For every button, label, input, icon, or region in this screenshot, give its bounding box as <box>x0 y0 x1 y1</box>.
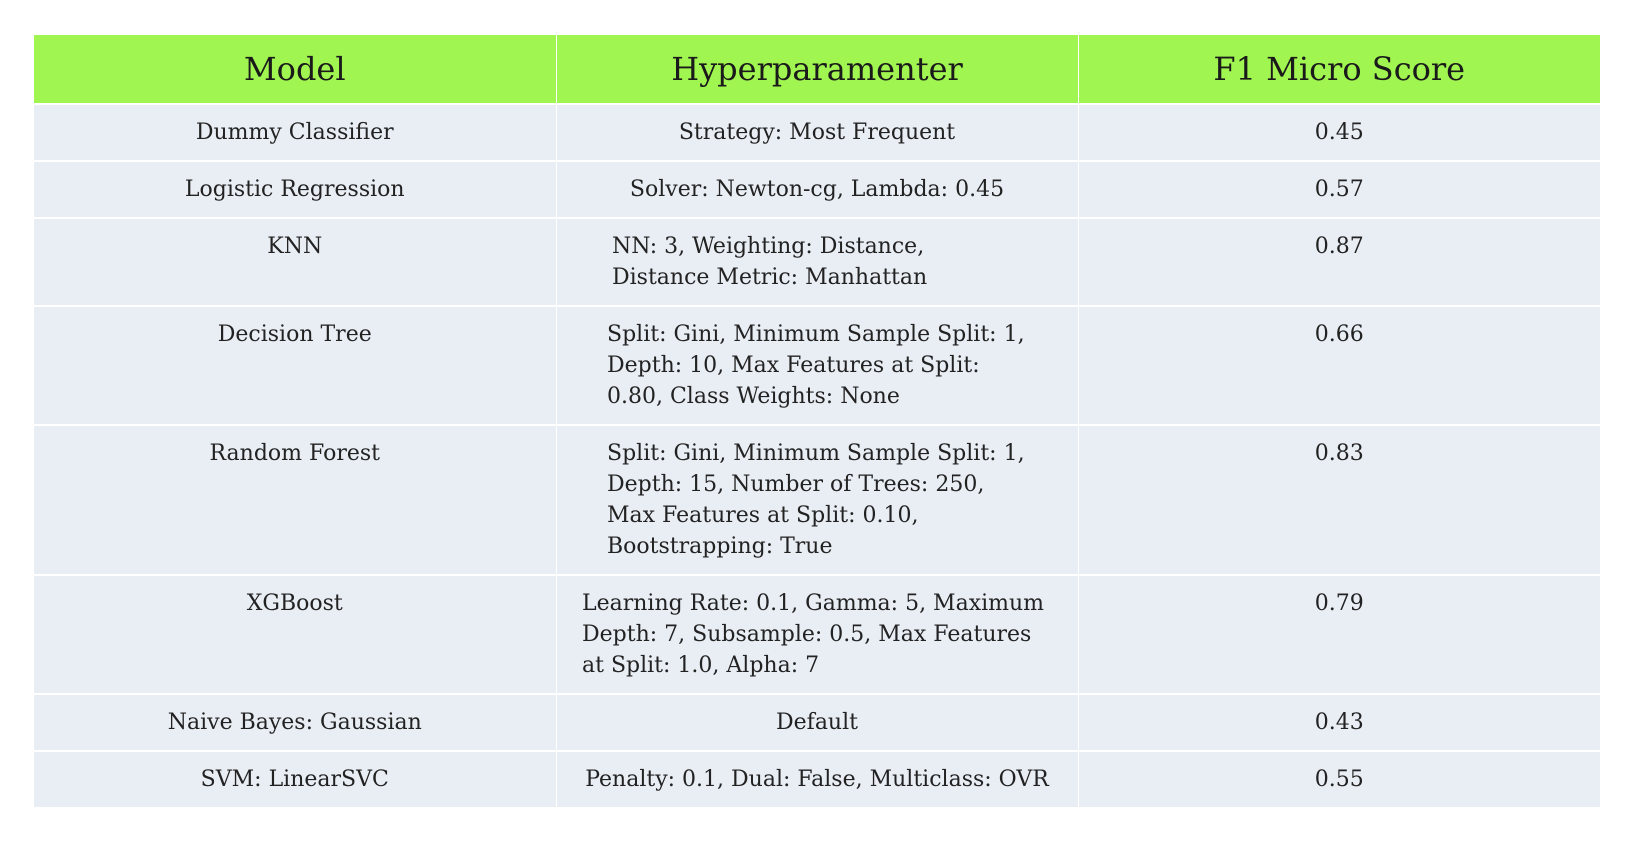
cell-score: 0.79 <box>1078 575 1600 694</box>
cell-hyperparameter <box>556 218 1078 306</box>
table-row <box>34 694 1600 751</box>
header-f1-score: F1 Micro Score <box>1078 35 1600 104</box>
table-row <box>34 575 1600 694</box>
hyperparameter-text: Solver: Newton-cg, Lambda: 0.45 <box>629 177 1005 202</box>
cell-model: XGBoost <box>34 575 556 694</box>
cell-hyperparameter <box>556 104 1078 161</box>
cell-score: 0.55 <box>1078 751 1600 807</box>
table-header <box>34 35 1600 104</box>
hyperparameter-text: Strategy: Most Frequent <box>678 120 956 145</box>
hyperparameter-text: Penalty: 0.1, Dual: False, Multiclass: OVR <box>585 767 1049 792</box>
cell-hyperparameter <box>556 161 1078 218</box>
cell-model: Decision Tree <box>34 306 556 425</box>
cell-score: 0.83 <box>1078 425 1600 575</box>
cell-model: Naive Bayes: Gaussian <box>34 694 556 751</box>
hyperparameter-text: Split: Gini, Minimum Sample Split: 1, Depth: 10, Max Features at Split: 0.80, Class Weights: None <box>607 322 1025 409</box>
cell-hyperparameter <box>556 425 1078 575</box>
cell-model: Logistic Regression <box>34 161 556 218</box>
results-table <box>34 35 1600 807</box>
table-body <box>34 104 1600 807</box>
cell-hyperparameter <box>556 575 1078 694</box>
table-row <box>34 104 1600 161</box>
cell-model: Random Forest <box>34 425 556 575</box>
table-row <box>34 306 1600 425</box>
cell-model: Dummy Classifier <box>34 104 556 161</box>
cell-hyperparameter <box>556 694 1078 751</box>
hyperparameter-text: NN: 3, Weighting: Distance, Distance Metric: Manhattan <box>612 234 928 290</box>
table-row <box>34 218 1600 306</box>
cell-score: 0.43 <box>1078 694 1600 751</box>
cell-score: 0.45 <box>1078 104 1600 161</box>
cell-score: 0.87 <box>1078 218 1600 306</box>
cell-model: KNN <box>34 218 556 306</box>
hyperparameter-text: Default <box>776 710 858 735</box>
table-row <box>34 751 1600 807</box>
hyperparameter-text: Split: Gini, Minimum Sample Split: 1, Depth: 15, Number of Trees: 250, Max Features at Split: 0.10, Bootstrapping: True <box>607 441 1025 559</box>
table-row <box>34 425 1600 575</box>
cell-score: 0.66 <box>1078 306 1600 425</box>
cell-hyperparameter <box>556 751 1078 807</box>
table-row <box>34 161 1600 218</box>
header-row <box>34 35 1600 104</box>
cell-hyperparameter <box>556 306 1078 425</box>
cell-model: SVM: LinearSVC <box>34 751 556 807</box>
header-model: Model <box>34 35 556 104</box>
results-table-container <box>34 35 1600 807</box>
header-hyperparameter: Hyperparamenter <box>556 35 1078 104</box>
cell-score: 0.57 <box>1078 161 1600 218</box>
hyperparameter-text: Learning Rate: 0.1, Gamma: 5, Maximum Depth: 7, Subsample: 0.5, Max Features at Split: 1.0, Alpha: 7 <box>582 591 1045 678</box>
